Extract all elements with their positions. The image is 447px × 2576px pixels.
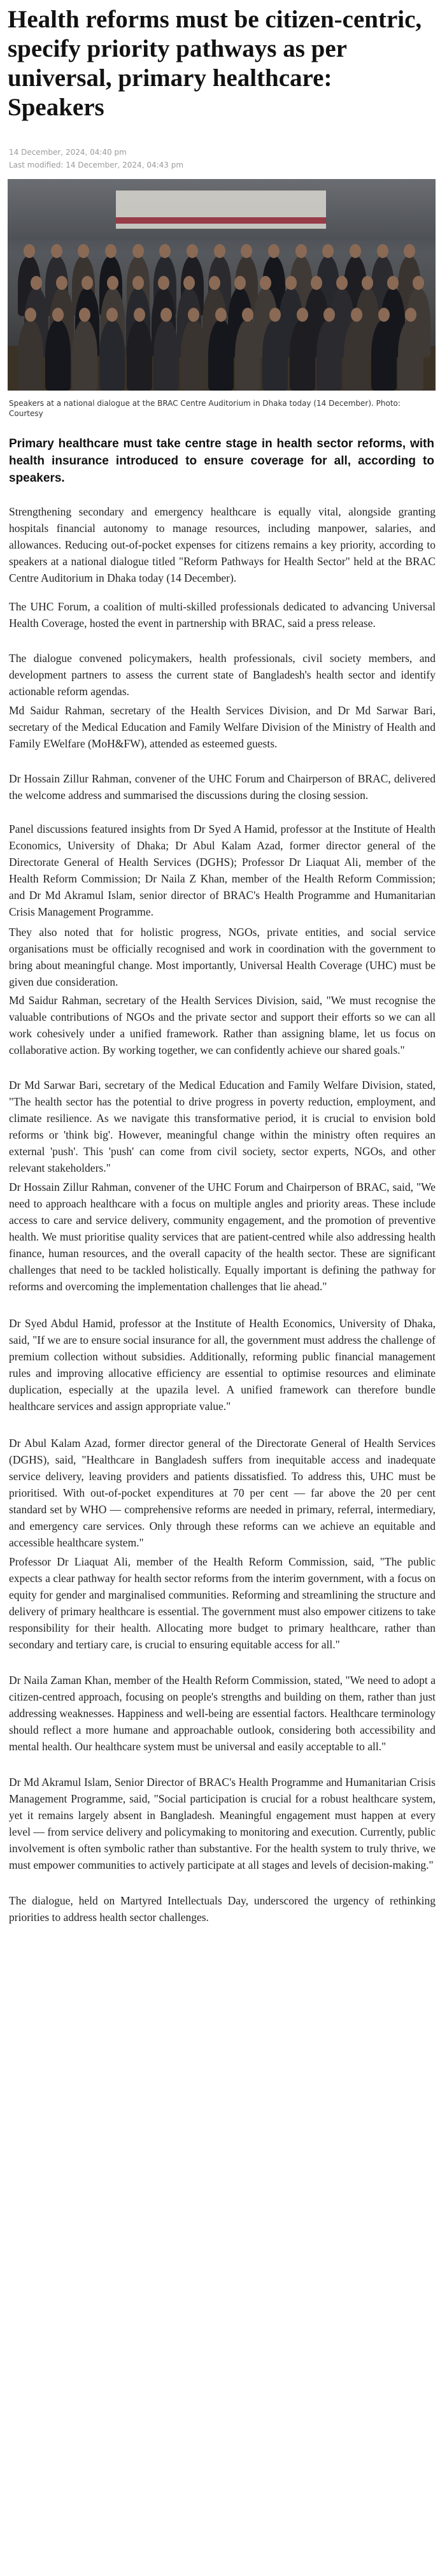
body-paragraph: Dr Abul Kalam Azad, former director general of the Directorate General of Health Services (DGHS), said, "Healthcare in Bangladesh suffers from inequitable access and inadequate service delivery, leaving providers and patients dissatisfied. To address this, UHC must be prioritised. With out-of-pocket expenditures at 70 per cent — far above the 20 per cent standard set by WHO — comprehensive reforms are needed in primary, referral, intermediary, and emergency care services. Only through these reforms can we achieve an equitable and accessible healthcare system." — [9, 1437, 436, 1549]
body-paragraph: Dr Syed Abdul Hamid, professor at the Institute of Health Economics, University of Dhaka, said, "If we are to ensure social insurance for all, the government must address the challenge of premium collection without subsidies. Additionally, reforming public financial management rules and improving allocative efficiency are essential to optimise resources and eliminate duplication, especially at the upazila level. A unified framework can therefore bundle healthcare services and assign appropriate value." — [9, 1317, 436, 1413]
photo-person — [99, 319, 125, 391]
photo-person — [316, 319, 342, 391]
photo-person — [45, 319, 71, 391]
photo-person-head — [295, 244, 307, 258]
photo-person — [18, 319, 43, 391]
photo-person — [398, 319, 423, 391]
photo-banner-stripe — [116, 217, 326, 224]
photo-person-head — [351, 308, 362, 322]
photo-person-head — [105, 244, 117, 258]
photo-person — [153, 319, 179, 391]
photo-person-head — [234, 276, 246, 290]
photo-person-head — [268, 244, 280, 258]
photo-person-head — [322, 244, 334, 258]
photo-person-head — [350, 244, 361, 258]
photo-person — [181, 319, 206, 391]
photo-person-head — [377, 244, 388, 258]
photo-person-head — [214, 244, 225, 258]
photo-person-head — [209, 276, 220, 290]
photo-person-head — [56, 276, 67, 290]
body-paragraph: Dr Hossain Zillur Rahman, convener of the UHC Forum and Chairperson of BRAC, said, "We need to approach healthcare with a focus on multiple angles and priority areas. These include access to care and service delivery, community engagement, and the promotion of preventive health. We must prioritise quality services that are patient-centred while also addressing health finance, human resources, and the overall capacity of the health sector. These are significant challenges that need to be tackled holistically. Equally important is defining the pathway for reforms and overcoming the implementation challenges that lie ahead." — [9, 1181, 436, 1293]
photo-person-head — [311, 276, 322, 290]
photo-person-head — [297, 308, 308, 322]
photo-person-head — [51, 244, 62, 258]
photo-person — [344, 319, 369, 391]
photo-person-head — [387, 276, 399, 290]
photo-person-head — [159, 244, 171, 258]
photo-person — [290, 319, 315, 391]
body-paragraph: Panel discussions featured insights from Dr Syed A Hamid, professor at the Institute of Health Economics, University of Dhaka; Dr Abul Kalam Azad, former director general of the Directorate General of Health Services (DGHS); Professor Dr Liaquat Ali, member of the Health Reform Commission; Dr Naila Z Khan, member of the Health Reform Commission; and Dr Md Akramul Islam, senior director of BRAC's Health Programme and Humanitarian Crisis Management Programme. — [9, 823, 436, 918]
photo-person-head — [404, 244, 415, 258]
photo-person — [208, 319, 234, 391]
photo-person-head — [285, 276, 297, 290]
photo-person-head — [106, 308, 118, 322]
photo-person-head — [362, 276, 373, 290]
article-headline: Health reforms must be citizen-centric, specify priority pathways as per universal, primary healthcare: Speakers — [8, 6, 422, 121]
photo-person-head — [132, 276, 144, 290]
photo-person-head — [183, 276, 195, 290]
photo-caption: Speakers at a national dialogue at the BRAC Centre Auditorium in Dhaka today (14 December). Photo: Courtesy — [9, 399, 401, 418]
body-paragraph: Dr Md Sarwar Bari, secretary of the Medical Education and Family Welfare Division, stated, "The health sector has the potential to drive progress in poverty reduction, employment, and climate resilience. As we navigate this transformative period, it is crucial to envision bold reforms or 'think big'. However, meaningful change within the ministry often requires an external 'push'. This 'push' can come from civil society, sector experts, NGOs, and other relevant stakeholders." — [9, 1079, 436, 1174]
photo-person-head — [187, 244, 198, 258]
body-paragraph: Md Saidur Rahman, secretary of the Health Services Division, said, "We must recognise the valuable contributions of NGOs and the private sector and support their efforts so we can all work cohesively under a unified framework. Rather than assigning blame, let us focus on collaborative action. By working together, we can confidently achieve our shared goals." — [9, 994, 436, 1056]
photo-person-head — [31, 276, 42, 290]
article-lead: Primary healthcare must take centre stage in health sector reforms, with health insurance introduced to ensure coverage for all, according to speakers. — [9, 437, 434, 485]
body-paragraph: Dr Hossain Zillur Rahman, convener of the UHC Forum and Chairperson of BRAC, delivered the welcome address and summarised the discussions during the closing session. — [9, 772, 436, 802]
photo-person-head — [188, 308, 199, 322]
article-photo — [8, 179, 436, 391]
photo-person-head — [24, 244, 35, 258]
body-paragraph: They also noted that for holistic progress, NGOs, private entities, and social service organisations must be officially recognised and work in coordination with the government to bring about meaningful change. Most importantly, Universal Health Coverage (UHC) must be given due consideration. — [9, 926, 436, 988]
photo-person-head — [413, 276, 424, 290]
photo-person — [262, 319, 288, 391]
photo-person-head — [132, 244, 144, 258]
body-paragraph: Dr Md Akramul Islam, Senior Director of BRAC's Health Programme and Humanitarian Crisis Management Programme, said, "Social participation is crucial for a robust healthcare system, yet it remains largely absent in Bangladesh. Meaningful engagement must happen at every level — from service delivery and policymaking to monitoring and execution. Currently, public involvement is often symbolic rather than substantive. For the health system to truly thrive, we must empower communities to actively participate at all stages and levels of decision-making." — [9, 1776, 436, 1871]
photo-person — [72, 319, 97, 391]
photo-person-head — [78, 244, 89, 258]
body-paragraph: Md Saidur Rahman, secretary of the Health Services Division, and Dr Md Sarwar Bari, secretary of the Medical Education and Family Welfare Division of the Ministry of Health and Family EWelfare (MoH&FW), attended as esteemed guests. — [9, 704, 436, 750]
photo-person — [127, 319, 152, 391]
published-date: 14 December, 2024, 04:40 pm — [9, 148, 127, 157]
photo-person-head — [215, 308, 227, 322]
photo-person — [371, 319, 397, 391]
photo-person-head — [107, 276, 118, 290]
body-paragraph: The dialogue convened policymakers, health professionals, civil society members, and development partners to assess the current state of Bangladesh's health sector and identify actionable reform agendas. — [9, 652, 436, 698]
body-paragraph: Strengthening secondary and emergency healthcare is equally vital, alongside granting hospitals financial autonomy to manage resources, including manpower, salaries, and allowances. Reducing out-of-pocket expenses for citizens remains a key priority, according to speakers at a national dialogue titled "Reform Pathways for Health Sector" held at the BRAC Centre Auditorium in Dhaka today (14 December). — [9, 505, 436, 584]
photo-person-head — [378, 308, 390, 322]
photo-person-head — [158, 276, 169, 290]
photo-person-head — [52, 308, 64, 322]
photo-person-head — [134, 308, 145, 322]
photo-person-head — [336, 276, 348, 290]
last-modified-date: Last modified: 14 December, 2024, 04:43 pm — [9, 161, 184, 169]
photo-person-head — [82, 276, 93, 290]
photo-person — [235, 319, 260, 391]
photo-person-head — [241, 244, 252, 258]
body-paragraph: Professor Dr Liaquat Ali, member of the Health Reform Commission, said, "The public expects a clear pathway for health sector reforms from the interim government, with a focus on equity for gender and marginalised communities. Reforming and streamlining the structure and delivery of primary healthcare is essential. The government must also empower citizens to take responsibility for their health. Allocating more budget to primary healthcare, rather than secondary and tertiary care, is crucial to ensuring equitable access for all." — [9, 1555, 436, 1651]
photo-person-head — [269, 308, 281, 322]
body-paragraph: The UHC Forum, a coalition of multi-skilled professionals dedicated to advancing Universal Health Coverage, hosted the event in partnership with BRAC, said a press release. — [9, 600, 436, 630]
body-paragraph: The dialogue, held on Martyred Intellectuals Day, underscored the urgency of rethinking priorities to address health sector challenges. — [9, 1894, 436, 1924]
photo-person-head — [260, 276, 271, 290]
photo-person-head — [25, 308, 36, 322]
body-paragraph: Dr Naila Zaman Khan, member of the Health Reform Commission, stated, "We need to adopt a citizen-centred approach, focusing on people's strengths and building on them, rather than just addressing weaknesses. Happiness and well-being are essential factors. Healthcare terminology should reflect a more humane and approachable outlook, considering both accessibility and mental health. Our healthcare system must be universal and easily acceptable to all." — [9, 1674, 436, 1753]
